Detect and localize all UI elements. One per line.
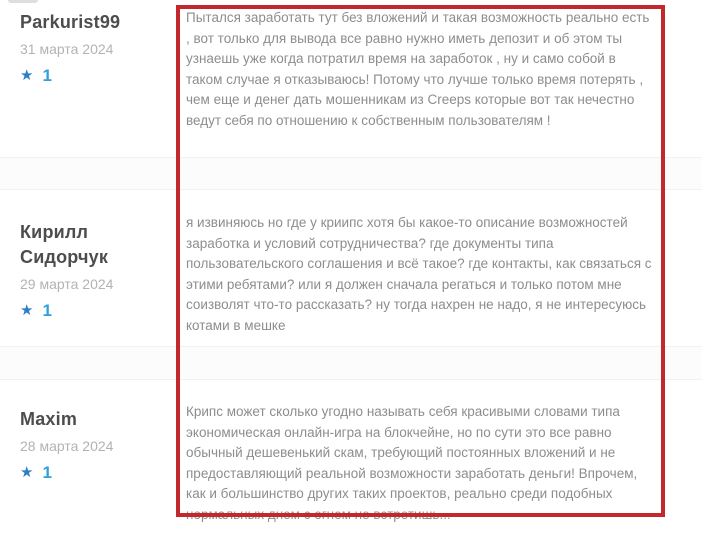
review-text: я извиняюсь но где у криипс хотя бы какое-то описание возможностей заработка и условий сотрудничества? где документы типа пользовательского соглашения и всё такое? где контакты, как связаться с этими ребятами? или я должен сначала регаться и только потом мне соизволят что-то рассказать? ну тогда нахрен не надо, я не интересуюсь котами в мешке	[186, 215, 652, 333]
review-rating	[20, 464, 168, 482]
star-icon: ★	[20, 464, 34, 481]
review-row	[0, 380, 702, 536]
review-text-column	[176, 380, 702, 536]
review-text: Крипс может сколько угодно называть себя красивыми словами типа экономическая онлайн-игра на блокчейне, но по сути это все равно обычный дешевенький скам, требующий постоянных вложений и не предоставляющий реальной возможности заработать деньги! Впрочем, как и большинство других таких проектов, реально среди подобных нормальных днем с огнем не встретишь...	[186, 404, 638, 522]
review-meta	[0, 0, 176, 157]
review-text: Пытался заработать тут без вложений и такая возможность реально есть , вот только для вывода все равно нужно иметь депозит и об этом ты узнаешь уже когда потратил время на заработок , ну и само собой в таком случае я отказываюсь! Потому что лучше только время потерять , чем еще и денег дать мошенникам из Creeps которые вот так нечестно ведут себя по отношению к собственным пользователям !	[186, 10, 650, 128]
review-row	[0, 190, 702, 346]
reviewer-name: Maxim	[20, 409, 78, 429]
review-text-column	[176, 190, 702, 346]
rating-value: 1	[42, 66, 52, 85]
review-date: 31 марта 2024	[20, 41, 114, 57]
review-rating	[20, 67, 168, 85]
rating-value: 1	[42, 301, 52, 320]
review-date: 29 марта 2024	[20, 276, 114, 292]
divider-band	[0, 346, 702, 380]
review-meta	[0, 190, 176, 346]
divider-band	[0, 157, 702, 190]
review-rating	[20, 302, 168, 320]
reviewer-name: Parkurist99	[20, 12, 121, 32]
cut-off-element-top	[8, 0, 38, 3]
star-icon: ★	[20, 302, 34, 319]
review-date: 28 марта 2024	[20, 438, 114, 454]
star-icon: ★	[20, 67, 34, 84]
review-row	[0, 0, 702, 157]
review-text-column	[176, 0, 702, 157]
rating-value: 1	[42, 463, 52, 482]
review-meta	[0, 380, 176, 536]
reviewer-name: Кирилл Сидорчук	[20, 222, 109, 267]
